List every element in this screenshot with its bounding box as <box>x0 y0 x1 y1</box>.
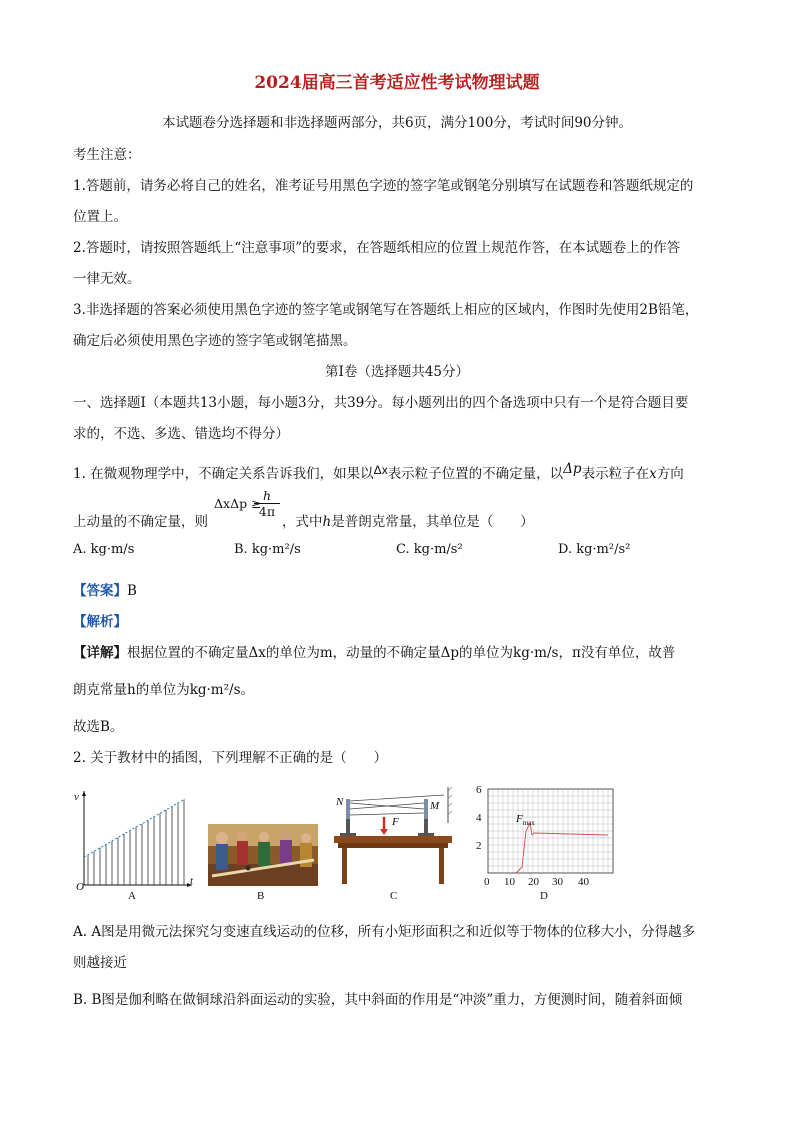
answer-value: B <box>127 583 137 599</box>
q1-option-d: D. kg·m²/s² <box>558 542 631 557</box>
figure-a-velocity-graph <box>70 785 195 903</box>
intro-text: 本试题卷分选择题和非选择题两部分，共6页，满分100分，考试时间90分钟。 <box>161 115 633 131</box>
fig-d-xtick-0: 0 <box>484 876 490 888</box>
fig-d-xtick-40: 40 <box>578 876 589 888</box>
q1-text-f: ，式中 <box>282 514 323 530</box>
fig-c-n-label: N <box>336 796 344 808</box>
q1-text-a: 1. 在微观物理学中，不确定关系告诉我们，如果以 <box>73 466 374 482</box>
q2-stem: 2. 关于教材中的插图，下列理解不正确的是（ ） <box>73 750 388 766</box>
fig-a-caption: A <box>128 890 136 902</box>
q1-dx: Δx <box>373 463 388 477</box>
q1-text-g: 是普朗克常量，其单位是（ ） <box>331 514 534 530</box>
fig-c-caption: C <box>390 890 398 902</box>
q1-text-d: 方向 <box>656 466 684 482</box>
section-title: 第Ⅰ卷（选择题共45分） <box>324 364 469 380</box>
part1-instructions-cont: 求的，不选、多选、错选均不得分） <box>73 426 289 442</box>
q1-stem-line1 <box>73 462 684 482</box>
q1-x: x <box>649 466 657 482</box>
fig-d-ytick-6: 6 <box>476 784 482 796</box>
fig-c-f-label: F <box>392 816 399 828</box>
answer-tag: 【答案】 <box>73 583 127 599</box>
q1-text-e: 上动量的不确定量，则 <box>73 514 208 530</box>
q1-text-c: 表示粒子在 <box>581 466 650 482</box>
notice-1: 1.答题前，请务必将自己的姓名，准考证号用黑色字迹的签字笔或钢笔分别填写在试题卷和答题纸规定的 <box>73 178 694 194</box>
fig-b-caption: B <box>257 890 265 902</box>
notice-2: 2.答题时，请按照答题纸上“注意事项”的要求，在答题纸相应的位置上规范作答，在本试题卷上的作答 <box>73 240 681 256</box>
q2-option-a: A. A图是用微元法探究匀变速直线运动的位移，所有小矩形面积之和近似等于物体的位移大小，分得越多 <box>73 924 696 940</box>
fig-d-ytick-2: 2 <box>476 840 482 852</box>
q1-analysis <box>73 610 127 630</box>
fig-a-t-label: t <box>190 875 194 887</box>
part1-instructions: 一、选择题Ⅰ（本题共13小题，每小题3分，共39分。每小题列出的四个备选项中只有一个是符合题目要 <box>73 395 689 411</box>
q2-option-b: B. B图是伽利略在做铜球沿斜面运动的实验，其中斜面的作用是“冲淡”重力，方便测时间，随着斜面倾 <box>73 992 683 1008</box>
notice-2-cont: 一律无效。 <box>73 271 141 287</box>
figure-b-galileo-painting <box>208 824 318 886</box>
q1-option-c: C. kg·m/s² <box>396 542 463 557</box>
analysis-tag: 【解析】 <box>73 614 127 630</box>
q1-dp: Δp <box>563 461 582 477</box>
notice-3-cont: 确定后必须使用黑色字迹的签字笔或钢笔描黑。 <box>73 333 357 349</box>
q1-stem-line2 <box>73 510 208 530</box>
fig-a-o-label: O <box>76 881 84 893</box>
q1-option-b: B. kg·m²/s <box>234 542 301 557</box>
q1-ineq-left: ΔxΔp ≥ <box>214 496 262 511</box>
q1-text-b: 表示粒子位置的不确定量，以 <box>387 466 564 482</box>
fig-d-xtick-30: 30 <box>552 876 563 888</box>
detail-text-1: 根据位置的不确定量Δx的单位为m，动量的不确定量Δp的单位为kg·m/s，π没有单位，故普 <box>127 645 676 661</box>
q1-fraction <box>254 488 280 519</box>
q1-frac-num: h <box>262 488 272 503</box>
figure-c-mirror-table <box>328 783 460 887</box>
fig-d-fmax-label <box>516 813 535 827</box>
q1-detail-2: 朗克常量h的单位为kg·m²/s。 <box>73 682 254 698</box>
fig-d-fmax-sub: max <box>522 819 535 828</box>
figure-d-force-graph <box>478 783 618 883</box>
notice-heading: 考生注意： <box>73 147 141 163</box>
q1-option-a: A. kg·m/s <box>73 542 135 557</box>
q1-h: h <box>322 514 332 530</box>
page-title: 2024届高三首考适应性考试物理试题 <box>254 73 540 93</box>
q1-conclusion: 故选B。 <box>73 719 124 735</box>
notice-3: 3.非选择题的答案必须使用黑色字迹的签字笔或钢笔写在答题纸上相应的区域内，作图时先使用2B铅笔， <box>73 302 699 318</box>
fig-c-m-label: M <box>430 800 440 812</box>
q1-frac-den: 4π <box>254 503 280 519</box>
notice-1-cont: 位置上。 <box>73 209 127 225</box>
q2-option-a-cont: 则越接近 <box>73 955 127 971</box>
fig-a-v-label: v <box>74 791 79 803</box>
q1-answer <box>73 579 137 599</box>
fig-d-xtick-10: 10 <box>504 876 515 888</box>
fig-d-xtick-20: 20 <box>528 876 539 888</box>
fig-d-ytick-4: 4 <box>476 812 482 824</box>
q1-detail-1 <box>73 641 675 661</box>
fig-d-caption: D <box>540 890 548 902</box>
detail-tag: 【详解】 <box>73 645 127 661</box>
q1-stem-line2-tail <box>282 510 534 530</box>
fig-d-fmax: F <box>516 813 523 825</box>
